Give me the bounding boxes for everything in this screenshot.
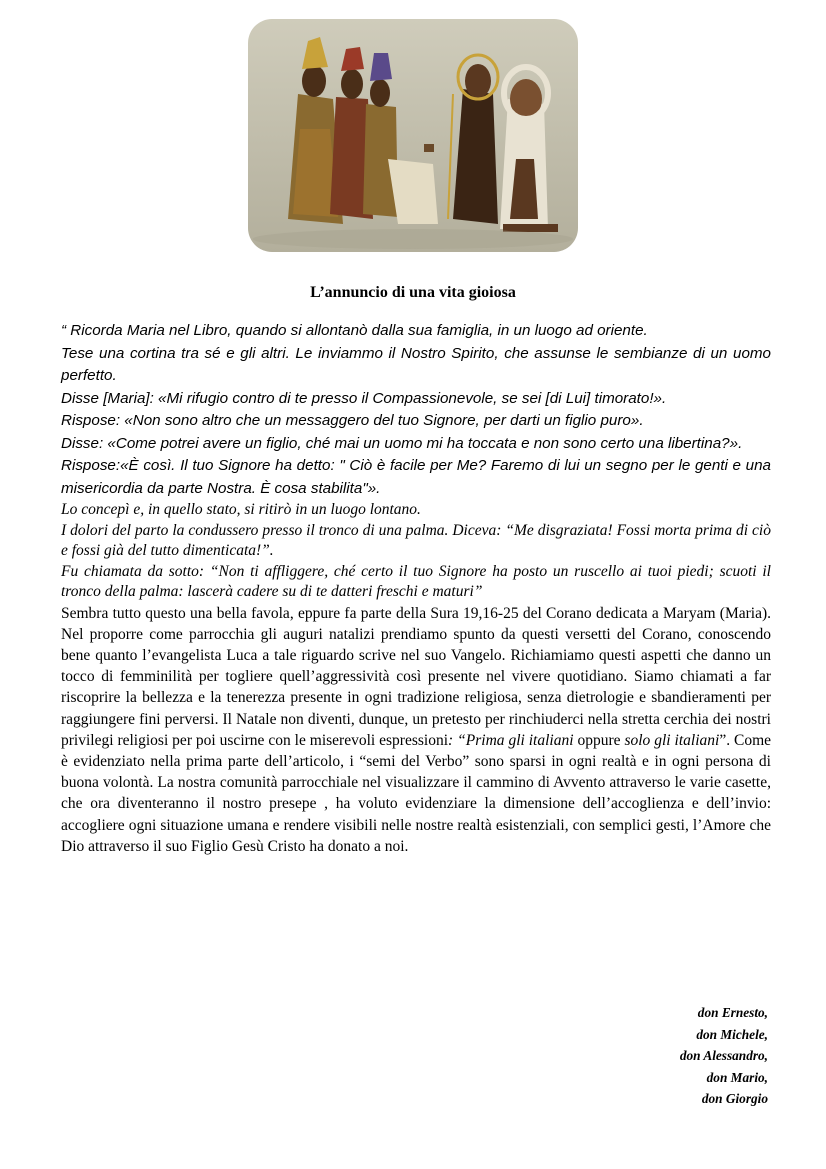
oppure-text: oppure	[573, 731, 625, 749]
quran-verse-paragraph: Tese una cortina tra sé e gli altri. Le inviammo il Nostro Spirito, che assunse le sembianze di un uomo perfetto.	[61, 344, 771, 384]
nativity-carvings-photo-icon	[248, 19, 578, 252]
commentary-paragraph	[61, 603, 771, 857]
commentary-text: Sembra tutto questo una bella favola, eppure fa parte della Sura 19,16-25 del Corano dedicata a Maryam (Maria). Nel proporre come parrocchia gli auguri natalizi prendiamo spunto da questi versetti del Corano, conoscendo bene quanto l’evangelista Luca a tale riguardo scrive nel suo Vangelo. Richiamiamo questi aspetti che danno un tocco di femminilità per togliere quell’aggressività così presente nel vivere quotidiano. Siamo chiamati a far riscoprire la bellezza e la tenerezza presente in ogni tradizione religiosa, senza dietrologie e sbandieramenti per raggiungere fini perversi. Il Natale non diventi, dunque, un pretesto per rinchiuderci nella stretta cerchia dei nostri privilegi religiosi per poi uscirne con le miserevoli espressioni	[61, 604, 771, 749]
quran-verse-paragraph: Rispose: «Non sono altro che un messaggero del tuo Signore, per darti un figlio puro».	[61, 412, 644, 429]
signature-line: don Giorgio	[701, 1091, 768, 1106]
quran-verse-paragraph: Rispose:«È così. Il tuo Signore ha detto: " Ciò è facile per Me? Faremo di lui un segno per le genti e una misericordia da parte Nostra. È cosa stabilita"».	[61, 457, 771, 497]
signature-line: don Ernesto,	[697, 1005, 768, 1020]
quran-verse-paragraph: Disse [Maria]: «Mi rifugio contro di te presso il Compassionevole, se sei [di Lui] timorato!».	[61, 389, 667, 407]
quran-verse-paragraph: Lo concepì e, in quello stato, si ritirò in un luogo lontano.	[61, 501, 421, 518]
signature-line: don Michele,	[696, 1026, 768, 1042]
article-body	[61, 320, 771, 857]
quote-prima-gli-italiani: “Prima gli italiani	[453, 731, 574, 749]
quran-verse-paragraph: Disse: «Come potrei avere un figlio, ché mai un uomo mi ha toccata e non sono certo una libertina?».	[61, 434, 743, 452]
quran-verse-paragraph: Fu chiamata da sotto: “Non ti affliggere, ché certo il tuo Signore ha posto un ruscello ai tuoi piedi; scuoti il tronco della palma: lascerà cadere su di te datteri freschi e maturi”	[61, 562, 771, 600]
signature-line: don Mario,	[706, 1069, 768, 1085]
colon: :	[448, 731, 454, 749]
nativity-photo	[248, 19, 578, 252]
quran-verse-paragraph: “ Ricorda Maria nel Libro, quando si allontanò dalla sua famiglia, in un luogo ad oriente.	[61, 322, 648, 339]
signature-line: don Alessandro,	[679, 1048, 768, 1063]
commentary-text-end: ”. Come è evidenziato nella prima parte dell’articolo, i “semi del Verbo” sono sparsi in ogni realtà e in ogni persona di buona volontà. La nostra comunità parrocchiale nel visualizzare il cammino di Avvento attraverso le varie casette, che ora diventeranno il nostro presepe , ha voluto evidenziare la dimensione dell’accoglienza e dell’invio: accogliere ogni situazione umana e rendere visibili nelle nostre realtà esistenziali, con semplici gesti, l’Amore che Dio attraverso il suo Figlio Gesù Cristo ha donato a noi.	[61, 731, 772, 855]
quran-verse-paragraph: I dolori del parto la condussero presso il tronco di una palma. Diceva: “Me disgraziata! Fossi morta prima di ciò e fossi già del tutto dimenticata!”.	[61, 521, 771, 559]
article-title: L’annuncio di una vita gioiosa	[310, 284, 516, 301]
signatures	[680, 1002, 768, 1110]
quote-solo-gli-italiani: solo gli italiani	[624, 731, 720, 749]
